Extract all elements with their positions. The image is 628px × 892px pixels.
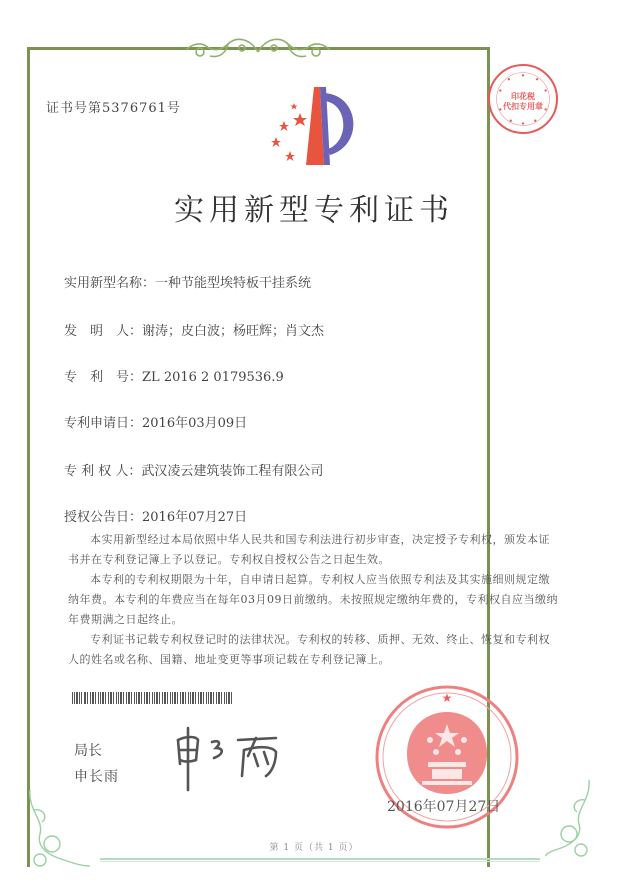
page-footer: 第 1 页（共 1 页）	[269, 843, 359, 853]
field-value: 2016年03月09日	[142, 416, 248, 431]
certificate-number: 证书号第5376761号	[46, 101, 181, 116]
tax-stamp-line2: 代扣专用章	[503, 101, 543, 111]
seal-text: ★	[441, 691, 453, 705]
field-value: 武汉凌云建筑装饰工程有限公司	[141, 464, 324, 479]
field-label: 专 利 号：	[64, 370, 143, 385]
cnipa-logo-icon	[264, 85, 364, 175]
seal-date: 2016年07月27日	[387, 799, 501, 815]
director-title: 局长	[74, 743, 102, 759]
tax-stamp-line1: 印花税	[511, 91, 535, 101]
field-utility-model-name	[64, 272, 311, 291]
barcode-icon	[72, 692, 232, 704]
body-paragraph: 专利证书记载专利权登记时的法律状况。专利权的转移、质押、无效、终止、恢复和专利权人的姓名或名称、国籍、地址变更等事项记载在专利登记簿上。	[68, 633, 550, 666]
field-patentee	[64, 460, 323, 479]
bottom-border	[100, 858, 540, 860]
field-label: 专利申请日：	[64, 416, 143, 431]
director-name: 申长雨	[74, 769, 119, 785]
bottom-border-inner	[100, 861, 540, 862]
field-value: ZL 2016 2 0179536.9	[142, 370, 284, 385]
corner-ornament-right-icon	[545, 780, 615, 870]
floral-ornament-icon	[180, 32, 336, 64]
field-patent-number	[64, 366, 284, 385]
signature-icon	[172, 720, 282, 792]
field-label: 发 明 人：	[64, 324, 143, 339]
field-label: 授权公告日：	[64, 510, 143, 525]
certificate-body	[68, 530, 560, 670]
body-paragraph: 本专利的专利权期限为十年，自申请日起算。专利权人应当依照专利法及其实施细则规定缴纳年费。本专利的年费应当在每年03月09日前缴纳。未按照规定缴纳年费的，专利权自应当缴纳年费期满之日起终止。	[68, 573, 558, 626]
field-value: 一种节能型埃特板干挂系统	[155, 276, 312, 291]
field-application-date	[64, 412, 247, 431]
field-label: 专 利 权 人：	[64, 464, 142, 479]
tax-stamp	[488, 64, 558, 134]
field-value: 谢涛；皮白波；杨旺辉；肖文杰	[142, 324, 325, 339]
certificate-title: 实用新型专利证书	[174, 193, 454, 228]
corner-ornament-left-icon	[20, 790, 90, 880]
field-inventors	[64, 320, 324, 339]
field-value: 2016年07月27日	[142, 510, 248, 525]
field-label: 实用新型名称：	[64, 276, 156, 291]
field-grant-date	[64, 506, 247, 525]
body-paragraph: 本实用新型经过本局依照中华人民共和国专利法进行初步审查，决定授予专利权，颁发本证书并在专利登记簿上予以登记。专利权自授权公告之日起生效。	[68, 533, 550, 566]
